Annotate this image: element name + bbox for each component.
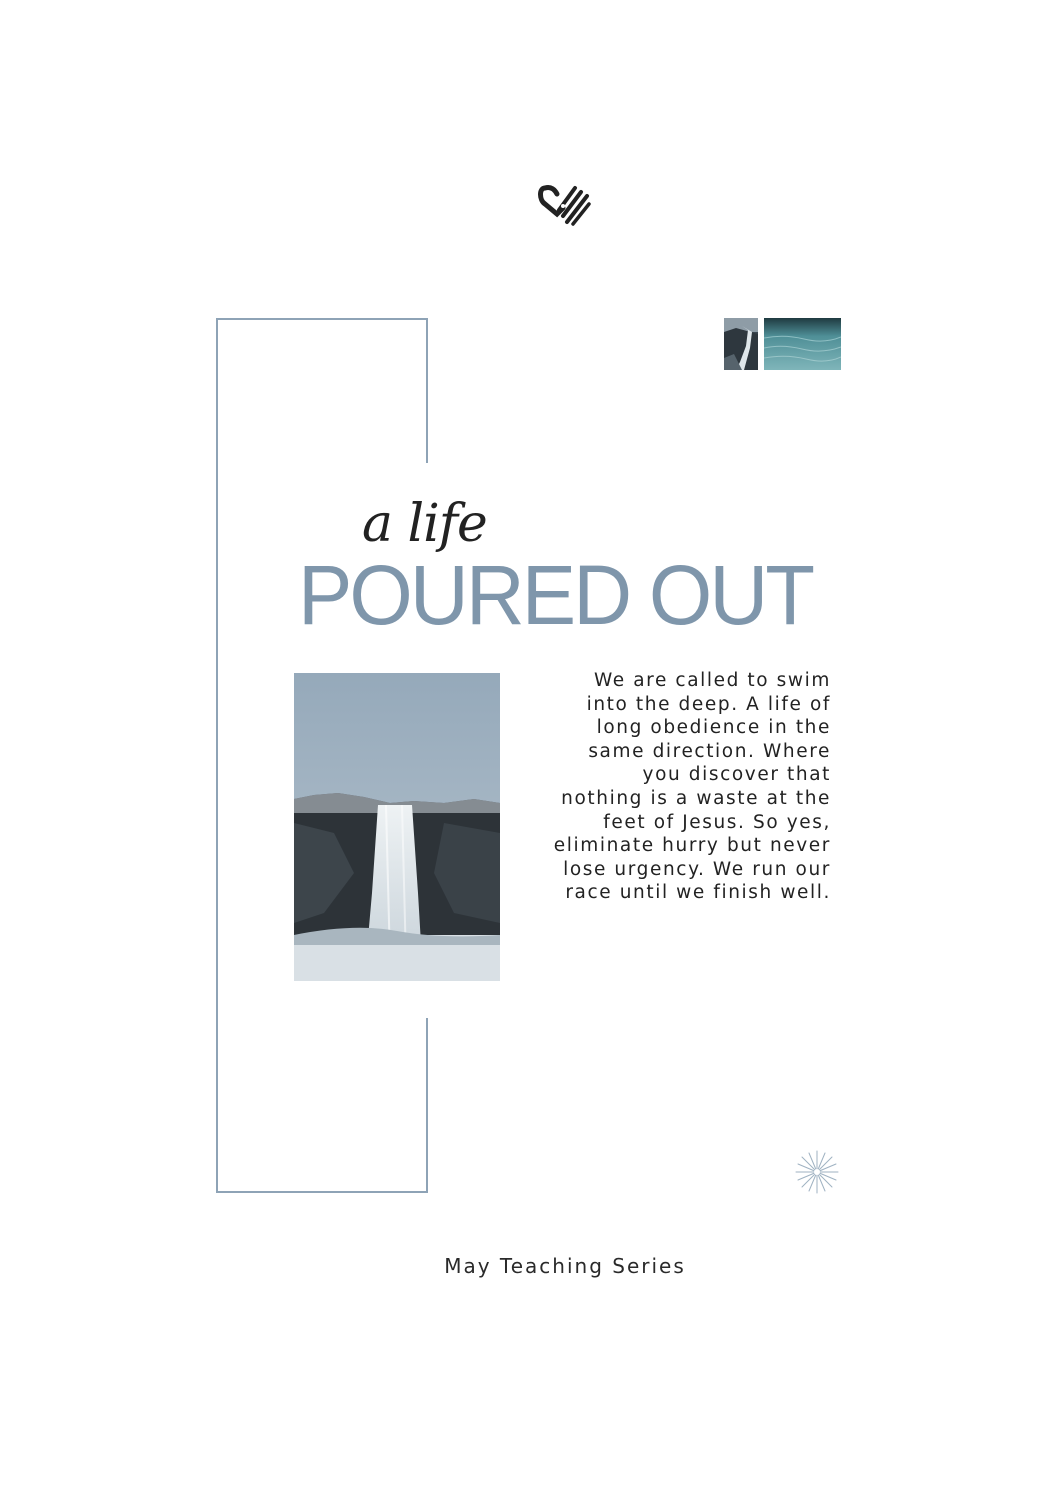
body-line: eliminate hurry but never [553,835,831,857]
frame-border-bottom [216,1018,428,1193]
water-surface-thumbnail-image [764,318,841,370]
body-paragraph [520,669,831,905]
waterfall-thumbnail-image [724,318,758,370]
body-line: race until we finish well. [565,882,831,904]
body-line: into the deep. A life of [586,693,831,715]
frame-border-top [216,318,428,463]
script-title: a life [362,494,487,554]
body-line: you discover that [642,764,831,786]
footer-series-label: May Teaching Series [444,1254,686,1278]
body-line: We are called to swim [593,670,831,691]
body-line: lose urgency. We run our [563,858,831,880]
body-line: long obedience in the [596,717,831,739]
waterfall-photo-image [294,673,500,981]
heart-hand-logo-icon [537,180,593,228]
starburst-icon [794,1149,840,1195]
headline: POURED OUT [298,548,813,642]
body-line: nothing is a waste at the [561,787,831,809]
body-line: feet of Jesus. So yes, [603,811,831,833]
body-line: same direction. Where [588,740,831,762]
